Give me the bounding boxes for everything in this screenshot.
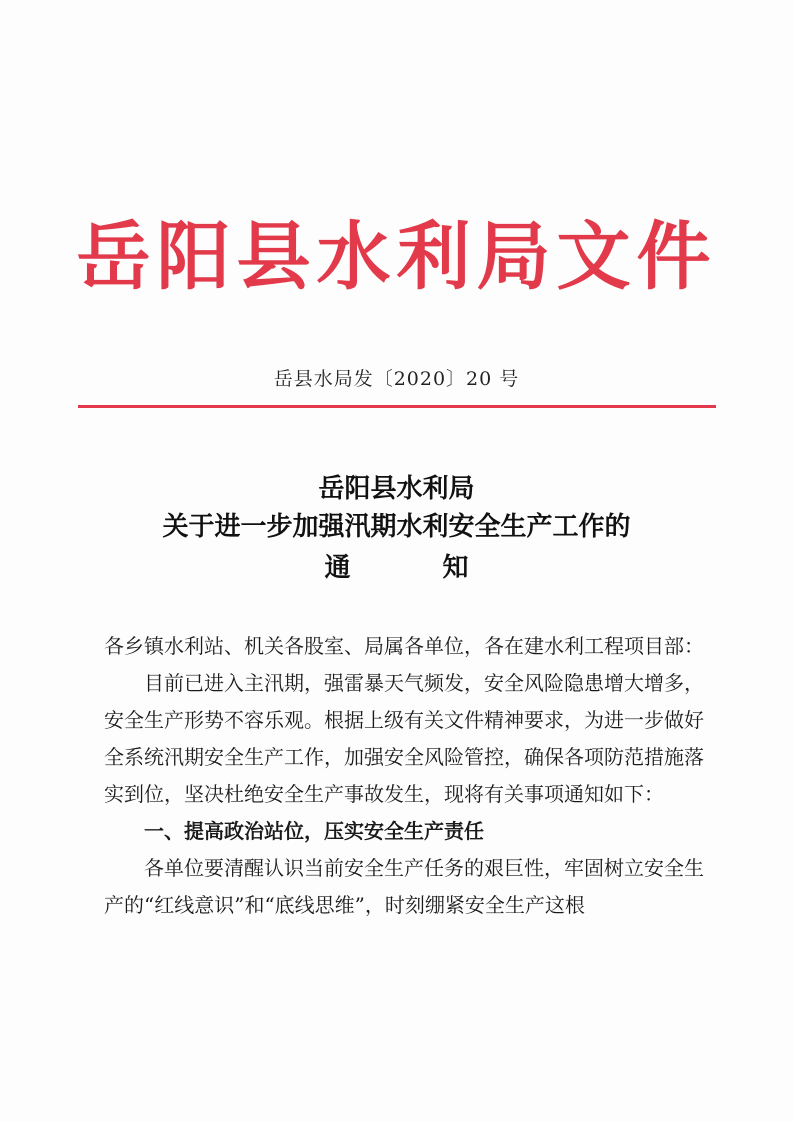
title-line-2: 关于进一步加强汛期水利安全生产工作的 [162,512,631,542]
title-line-3 [0,552,793,584]
recipients-line: 各乡镇水利站、机关各股室、局属各单位，各在建水利工程项目部： [104,634,704,658]
section-1-heading: 一、提高政治站位，压实安全生产责任 [144,819,484,843]
title-line-1: 岳阳县水利局 [318,474,475,504]
body-paragraph-1: 目前已进入主汛期，强雷暴天气频发，安全风险隐患增大增多，安全生产形势不容乐观。根据上级有关文件精神要求，为进一步做好全系统汛期安全生产工作，加强安全风险管控，确保各项防范措施落实到位，坚决杜绝安全生产事故发生，现将有关事项通知如下： [104,671,704,806]
title-line-3-left: 通 [324,553,351,583]
red-separator-line [78,405,716,408]
title-line-3-right: 知 [442,553,469,583]
document-masthead: 岳阳县水利局文件 [76,214,717,300]
document-body [104,628,704,924]
document-number: 岳县水局发〔2020〕20 号 [273,368,520,390]
section-1-paragraph: 各单位要清醒认识当前安全生产任务的艰巨性，牢固树立安全生产的“红线意识”和“底线思维”，时刻绷紧安全生产这根 [104,856,704,917]
